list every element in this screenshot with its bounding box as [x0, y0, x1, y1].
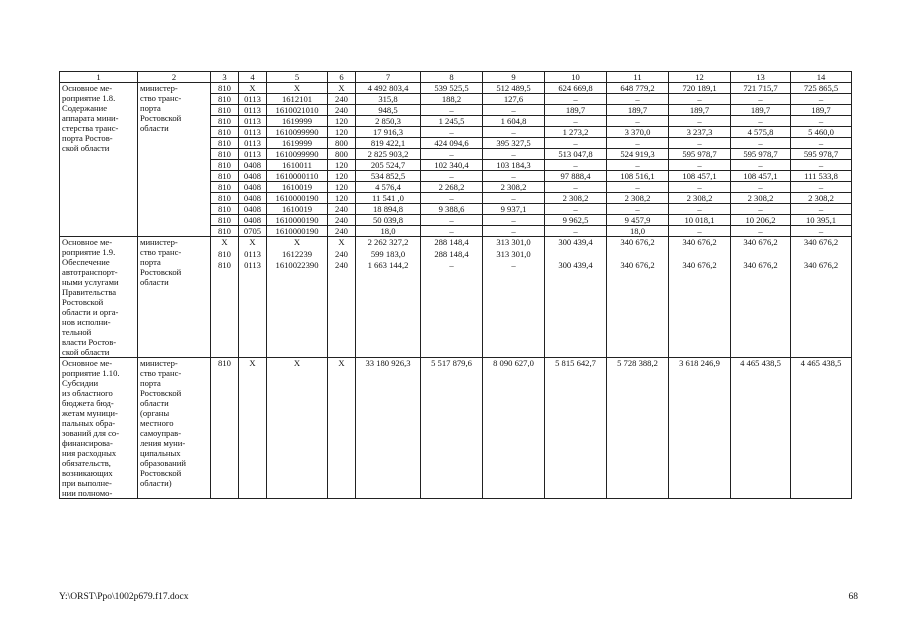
table-cell: 2 308,2: [791, 193, 852, 204]
table-cell: 120: [328, 127, 356, 138]
table-cell: 595 978,7: [669, 149, 731, 160]
table-cell: 1610011: [267, 160, 328, 171]
table-cell: X: [328, 83, 356, 94]
table-cell: –: [421, 226, 483, 237]
table-cell: –: [731, 226, 791, 237]
table-cell: [483, 237, 545, 358]
table-cell: 524 919,3: [607, 149, 669, 160]
table-cell: 4 465 438,5: [731, 358, 791, 499]
table-cell: –: [545, 204, 607, 215]
table-cell: –: [545, 182, 607, 193]
table-cell: –: [545, 226, 607, 237]
table-cell: 648 779,2: [607, 83, 669, 94]
table-cell: 5 728 388,2: [607, 358, 669, 499]
table-cell: 5 517 879,6: [421, 358, 483, 499]
table-cell: 189,7: [669, 105, 731, 116]
table-cell: X: [239, 358, 267, 499]
table-cell: 10 018,1: [669, 215, 731, 226]
table-cell: 0408: [239, 193, 267, 204]
table-cell: –: [607, 160, 669, 171]
table-cell: 9 937,1: [483, 204, 545, 215]
table-cell: 120: [328, 193, 356, 204]
table-cell: 4 575,8: [731, 127, 791, 138]
column-header: 9: [483, 72, 545, 83]
table-cell: 240: [328, 204, 356, 215]
table-cell: 189,7: [731, 105, 791, 116]
table-cell: 424 094,6: [421, 138, 483, 149]
cell-value: 1612239: [281, 248, 313, 259]
cell-value: –: [449, 260, 454, 271]
table-cell: –: [669, 138, 731, 149]
table-row: [60, 237, 852, 358]
column-header: 5: [267, 72, 328, 83]
table-cell: –: [607, 94, 669, 105]
cell-value: [609, 249, 666, 261]
table-cell: 120: [328, 171, 356, 182]
table-cell: [267, 237, 328, 358]
table-cell: –: [791, 182, 852, 193]
table-cell: –: [607, 182, 669, 193]
table-cell: 188,2: [421, 94, 483, 105]
table-cell: 4 576,4: [356, 182, 421, 193]
table-cell: –: [483, 226, 545, 237]
table-cell: 120: [328, 182, 356, 193]
table-cell: 595 978,7: [791, 149, 852, 160]
table-cell: 111 533,8: [791, 171, 852, 182]
table-cell: –: [545, 94, 607, 105]
table-cell: 5 815 642,7: [545, 358, 607, 499]
table-cell: 725 865,5: [791, 83, 852, 94]
table-cell: 2 308,2: [545, 193, 607, 204]
column-header: 12: [669, 72, 731, 83]
cell-value: 340 676,2: [743, 237, 778, 247]
table-cell: –: [731, 160, 791, 171]
table-cell: 103 184,3: [483, 160, 545, 171]
cell-value: 288 148,4: [434, 237, 469, 247]
table-cell: 11 541 ,0: [356, 193, 421, 204]
cell-value: 599 183,0: [370, 248, 406, 259]
table-cell: 1619999: [267, 138, 328, 149]
table-cell: 512 489,5: [483, 83, 545, 94]
table-cell: 810: [211, 160, 239, 171]
table-cell: 240: [328, 215, 356, 226]
cell-value: X: [293, 237, 301, 247]
table-cell: X: [267, 83, 328, 94]
table-cell: –: [731, 204, 791, 215]
cell-value: 240: [335, 248, 348, 259]
cell-value: X: [221, 237, 228, 247]
table-cell: 810: [211, 94, 239, 105]
table-cell: [791, 237, 852, 358]
responsible-executor: министер- ство транс- порта Ростовской области: [138, 83, 211, 237]
table-cell: 3 237,3: [669, 127, 731, 138]
table-cell: 810: [211, 149, 239, 160]
table-cell: 800: [328, 138, 356, 149]
table-cell: 720 189,1: [669, 83, 731, 94]
cell-value: 810: [218, 248, 231, 259]
document-file-path: Y:\ORST\Ppo\1002p679.f17.docx: [59, 592, 189, 602]
table-cell: 800: [328, 149, 356, 160]
cell-value: 1610022390: [275, 260, 319, 271]
table-cell: 810: [211, 193, 239, 204]
table-cell: 108 457,1: [669, 171, 731, 182]
table-cell: 948,5: [356, 105, 421, 116]
table-cell: –: [607, 204, 669, 215]
cell-value: [671, 249, 728, 261]
cell-value: 340 676,2: [743, 260, 778, 271]
table-cell: [607, 237, 669, 358]
table-cell: 315,8: [356, 94, 421, 105]
table-cell: 1610000190: [267, 215, 328, 226]
table-cell: –: [669, 116, 731, 127]
table-cell: 0113: [239, 94, 267, 105]
cell-value: 300 439,4: [558, 260, 593, 271]
cell-value: 340 676,2: [682, 237, 717, 247]
measure-description: Основное ме- роприятие 1.10. Субсидии из областного бюджета бюд- жетам муници- пальных обра- зований для со- финансирова- ния расходных обязательств, возникающих при выполне- нии полномо-: [60, 358, 138, 499]
table-cell: [239, 237, 267, 358]
table-cell: 2 308,2: [731, 193, 791, 204]
table-cell: 513 047,8: [545, 149, 607, 160]
table-cell: –: [669, 182, 731, 193]
table-cell: –: [421, 149, 483, 160]
table-cell: –: [607, 116, 669, 127]
cell-value: X: [338, 237, 345, 247]
table-cell: X: [328, 358, 356, 499]
cell-value: 300 439,4: [558, 237, 593, 247]
table-cell: 1610000190: [267, 226, 328, 237]
table-cell: 810: [211, 138, 239, 149]
table-cell: 810: [211, 83, 239, 94]
table-cell: –: [483, 105, 545, 116]
table-cell: [669, 237, 731, 358]
cell-value: 313 301,0: [496, 237, 531, 247]
table-row: [60, 358, 852, 499]
table-cell: –: [483, 149, 545, 160]
table-cell: 4 492 803,4: [356, 83, 421, 94]
table-cell: 1619999: [267, 116, 328, 127]
cell-value: 340 676,2: [803, 260, 839, 271]
column-header: 13: [731, 72, 791, 83]
column-header: 11: [607, 72, 669, 83]
table-cell: 0113: [239, 149, 267, 160]
table-cell: 810: [211, 358, 239, 499]
table-cell: 8 090 627,0: [483, 358, 545, 499]
table-cell: 9 457,9: [607, 215, 669, 226]
table-cell: 810: [211, 116, 239, 127]
table-cell: 10 395,1: [791, 215, 852, 226]
table-cell: 0408: [239, 171, 267, 182]
budget-table: [59, 71, 852, 499]
table-cell: 17 916,3: [356, 127, 421, 138]
table-cell: 102 340,4: [421, 160, 483, 171]
table-cell: 1 273,2: [545, 127, 607, 138]
table-cell: –: [731, 138, 791, 149]
table-cell: 0113: [239, 127, 267, 138]
table-cell: 1610021010: [267, 105, 328, 116]
table-cell: 18 894,8: [356, 204, 421, 215]
table-cell: –: [483, 193, 545, 204]
table-cell: 1 245,5: [421, 116, 483, 127]
table-cell: 1610000110: [267, 171, 328, 182]
table-cell: –: [421, 127, 483, 138]
table-cell: –: [669, 204, 731, 215]
table-cell: –: [483, 215, 545, 226]
column-header: 3: [211, 72, 239, 83]
table-cell: –: [607, 138, 669, 149]
table-cell: 50 039,8: [356, 215, 421, 226]
table-cell: 33 180 926,3: [356, 358, 421, 499]
table-cell: 3 370,0: [607, 127, 669, 138]
column-header: 6: [328, 72, 356, 83]
table-cell: –: [791, 226, 852, 237]
column-number-header-row: [60, 72, 852, 83]
table-cell: X: [239, 83, 267, 94]
cell-value: [733, 249, 788, 261]
cell-value: 810: [218, 260, 231, 271]
table-cell: 1610000190: [267, 193, 328, 204]
table-cell: 5 460,0: [791, 127, 852, 138]
table-cell: –: [669, 94, 731, 105]
table-cell: 810: [211, 171, 239, 182]
cell-value: 240: [335, 260, 348, 271]
table-cell: 0113: [239, 116, 267, 127]
table-cell: 819 422,1: [356, 138, 421, 149]
table-cell: 9 962,5: [545, 215, 607, 226]
cell-value: 0113: [244, 248, 261, 259]
table-cell: 127,6: [483, 94, 545, 105]
table-cell: –: [483, 127, 545, 138]
table-cell: –: [669, 226, 731, 237]
table-cell: –: [791, 116, 852, 127]
table-cell: 4 465 438,5: [791, 358, 852, 499]
table-cell: 9 388,6: [421, 204, 483, 215]
table-cell: –: [791, 160, 852, 171]
measure-description: Основное ме- роприятие 1.8. Содержание аппарата мини- стерства транс- порта Ростов- ской области: [60, 83, 138, 237]
table-cell: 595 978,7: [731, 149, 791, 160]
responsible-executor: министер- ство транс- порта Ростовской области (органы местного самоуправ- ления муни- ципальных образований Ростовской области): [138, 358, 211, 499]
table-cell: –: [483, 171, 545, 182]
column-header: 4: [239, 72, 267, 83]
table-cell: 1610019: [267, 182, 328, 193]
table-cell: 189,7: [791, 105, 852, 116]
cell-value: [793, 249, 849, 261]
table-cell: [211, 237, 239, 358]
table-cell: 189,7: [607, 105, 669, 116]
table-cell: 205 524,7: [356, 160, 421, 171]
table-cell: [545, 237, 607, 358]
table-cell: –: [731, 116, 791, 127]
cell-value: 313 301,0: [496, 248, 531, 259]
table-cell: X: [267, 358, 328, 499]
table-cell: 810: [211, 182, 239, 193]
table-cell: –: [731, 182, 791, 193]
table-cell: –: [791, 138, 852, 149]
table-cell: 810: [211, 204, 239, 215]
table-cell: 810: [211, 105, 239, 116]
cell-value: –: [511, 260, 516, 271]
table-cell: 0408: [239, 204, 267, 215]
table-cell: 624 669,8: [545, 83, 607, 94]
table-cell: 721 715,7: [731, 83, 791, 94]
column-header: 8: [421, 72, 483, 83]
table-cell: –: [545, 160, 607, 171]
table-cell: 189,7: [545, 105, 607, 116]
table-cell: 108 516,1: [607, 171, 669, 182]
table-cell: 395 327,5: [483, 138, 545, 149]
table-cell: 18,0: [607, 226, 669, 237]
table-cell: 10 206,2: [731, 215, 791, 226]
table-cell: 3 618 246,9: [669, 358, 731, 499]
table-cell: 1612101: [267, 94, 328, 105]
table-cell: [328, 237, 356, 358]
column-header: 14: [791, 72, 852, 83]
table-cell: [356, 237, 421, 358]
table-cell: 0408: [239, 182, 267, 193]
column-header: 1: [60, 72, 138, 83]
table-cell: 240: [328, 94, 356, 105]
page-number: 68: [848, 592, 858, 602]
table-cell: –: [421, 171, 483, 182]
measure-description: Основное ме- роприятие 1.9. Обеспечение автотранспорт- ными услугами Правительства Ростовской области и орга- нов исполни- тельной власти Ростов- ской области: [60, 237, 138, 358]
column-header: 7: [356, 72, 421, 83]
table-cell: 120: [328, 116, 356, 127]
cell-value: 340 676,2: [803, 237, 839, 247]
cell-value: 340 676,2: [620, 260, 655, 271]
table-cell: 2 268,2: [421, 182, 483, 193]
table-cell: 810: [211, 127, 239, 138]
table-cell: –: [421, 105, 483, 116]
table-cell: 810: [211, 226, 239, 237]
table-cell: 0113: [239, 138, 267, 149]
table-cell: 97 888,4: [545, 171, 607, 182]
table-cell: [421, 237, 483, 358]
table-cell: [731, 237, 791, 358]
table-cell: 534 852,5: [356, 171, 421, 182]
column-header: 10: [545, 72, 607, 83]
table-cell: 240: [328, 105, 356, 116]
table-cell: –: [545, 116, 607, 127]
table-cell: –: [731, 94, 791, 105]
cell-value: 340 676,2: [620, 237, 655, 247]
table-cell: –: [791, 204, 852, 215]
table-cell: –: [545, 138, 607, 149]
table-cell: 0113: [239, 105, 267, 116]
table-cell: 0705: [239, 226, 267, 237]
table-cell: –: [421, 193, 483, 204]
table-cell: 2 308,2: [483, 182, 545, 193]
cell-value: 1 663 144,2: [367, 260, 409, 271]
cell-value: 340 676,2: [682, 260, 717, 271]
table-cell: 2 850,3: [356, 116, 421, 127]
cell-value: 288 148,4: [434, 248, 469, 259]
responsible-executor: министер- ство транс- порта Ростовской области: [138, 237, 211, 358]
table-row: [60, 83, 852, 94]
table-cell: 1610019: [267, 204, 328, 215]
table-cell: 1 604,8: [483, 116, 545, 127]
table-cell: 2 825 903,2: [356, 149, 421, 160]
table-cell: 539 525,5: [421, 83, 483, 94]
table-cell: 0408: [239, 215, 267, 226]
table-cell: 18,0: [356, 226, 421, 237]
table-cell: 810: [211, 215, 239, 226]
cell-value: 2 262 327,2: [367, 237, 409, 247]
table-cell: 0408: [239, 160, 267, 171]
table-cell: 2 308,2: [669, 193, 731, 204]
table-cell: 108 457,1: [731, 171, 791, 182]
cell-value: [547, 249, 604, 261]
table-cell: 1610099990: [267, 149, 328, 160]
table-cell: 1610099990: [267, 127, 328, 138]
cell-value: X: [249, 237, 256, 247]
table-cell: 240: [328, 226, 356, 237]
table-cell: –: [669, 160, 731, 171]
cell-value: 0113: [244, 260, 261, 271]
table-cell: –: [421, 215, 483, 226]
table-cell: 2 308,2: [607, 193, 669, 204]
table-cell: 120: [328, 160, 356, 171]
column-header: 2: [138, 72, 211, 83]
table-cell: –: [791, 94, 852, 105]
